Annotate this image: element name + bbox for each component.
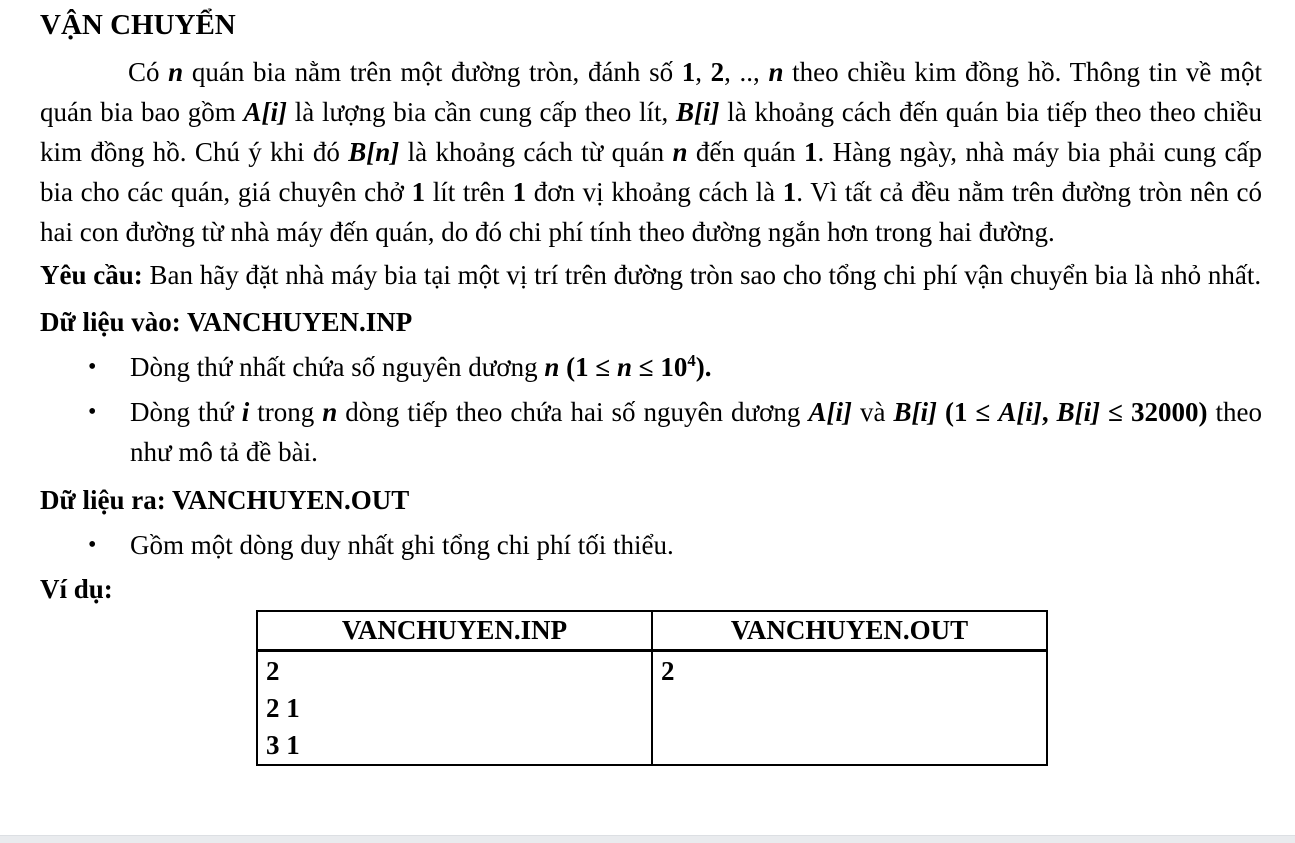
- input-spec-heading: Dữ liệu vào: VANCHUYEN.INP: [40, 307, 413, 337]
- requirement-paragraph: Yêu cầu: Ban hãy đặt nhà máy bia tại một vị trí trên đường tròn sao cho tổng chi phí vận chuyển bia là nhỏ nhất.: [40, 260, 1262, 290]
- example-table-header-output: VANCHUYEN.OUT: [652, 611, 1047, 651]
- example-table-body-row: [257, 651, 1047, 766]
- window-bottom-strip: [0, 835, 1295, 843]
- example-table: [256, 610, 1048, 766]
- list-item-text: Dòng thứ nhất chứa số nguyên dương n $(1 \le n \le 10^4)$.: [130, 351, 712, 382]
- list-item: [40, 525, 1262, 565]
- example-input-cell: 2 2 1 3 1: [257, 651, 652, 766]
- list-item: [40, 347, 1262, 387]
- page-title: VẬN CHUYỂN: [40, 9, 236, 41]
- example-table-header-input: VANCHUYEN.INP: [257, 611, 652, 651]
- example-heading: Ví dụ:: [40, 574, 113, 604]
- bullet-icon: •: [88, 399, 97, 425]
- list-item-text: Gồm một dòng duy nhất ghi tổng chi phí tối thiểu.: [130, 530, 674, 560]
- list-item-text: Dòng thứ i trong n dòng tiếp theo chứa hai số nguyên dương A[i] và B[i] (1 ≤ A[i], B[i] ≤ 32000) theo như mô tả đề bài.: [130, 397, 1263, 467]
- intro-paragraph: Có n quán bia nằm trên một đường tròn, đánh số 1, 2, .., n theo chiều kim đồng hồ. Thông tin về một quán bia bao gồm A[i] là lượng bia cần cung cấp theo lít, B[i] là khoảng cách đến quán bia tiếp theo theo chiều kim đồng hồ. Chú ý khi đó B[n] là khoảng cách từ quán n đến quán 1. Hàng ngày, nhà máy bia phải cung cấp bia cho các quán, giá chuyên chở 1 lít trên 1 đơn vị khoảng cách là 1. Vì tất cả đều nằm trên đường tròn nên có hai con đường từ nhà máy đến quán, do đó chi phí tính theo đường ngắn hơn trong hai đường.: [40, 57, 1263, 247]
- output-spec-heading: Dữ liệu ra: VANCHUYEN.OUT: [40, 485, 410, 515]
- bullet-icon: •: [88, 354, 97, 380]
- example-table-header-row: [257, 611, 1047, 651]
- example-output-cell: 2: [652, 651, 1047, 766]
- bullet-icon: •: [88, 532, 97, 558]
- list-item: [40, 392, 1262, 472]
